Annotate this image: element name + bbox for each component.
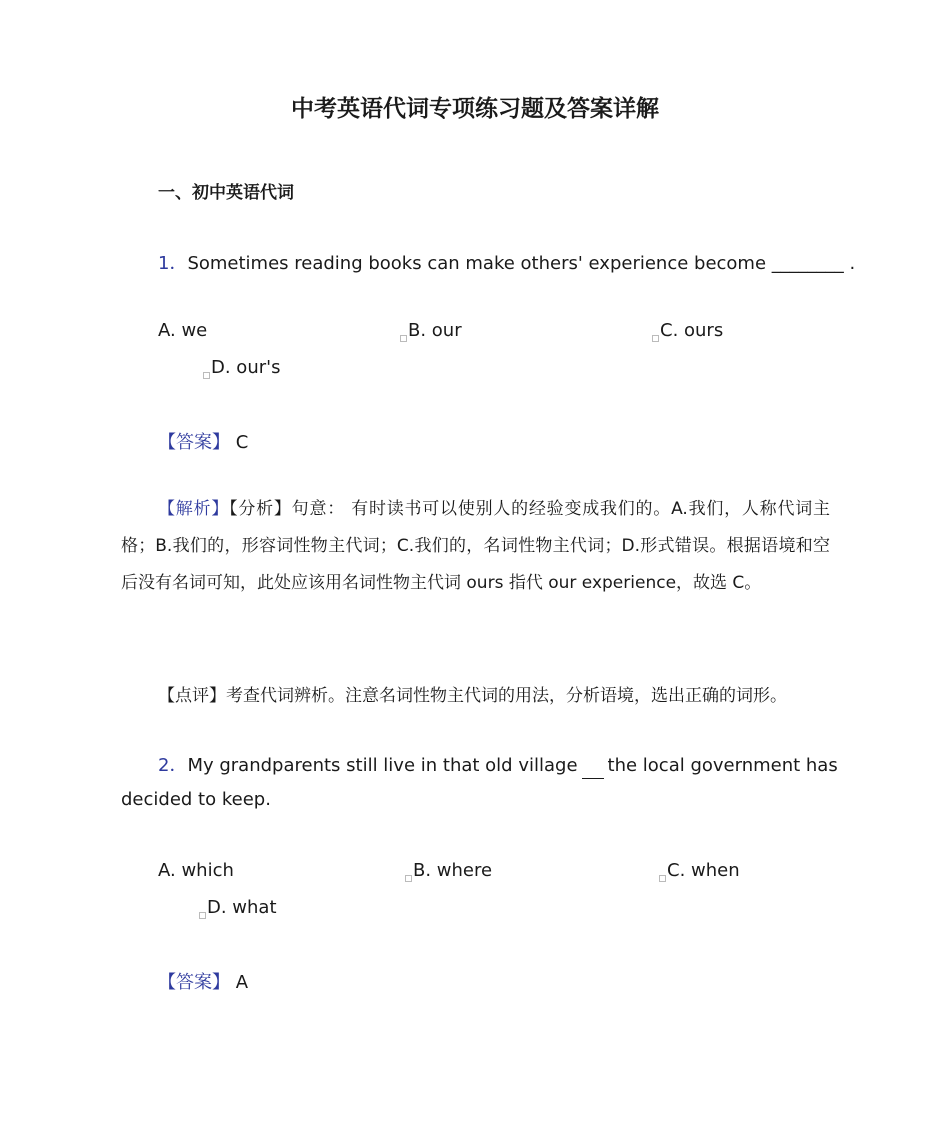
option-marker-icon xyxy=(405,875,412,882)
option-c-label: C. ours xyxy=(660,320,724,341)
analysis-text: 【分析】句意： 有时读书可以使别人的经验变成我们的。A.我们，人称代词主格；B.我们的，形容词性物主代词；C.我们的，名词性物主代词；D.形式错误。根据语境和空后没有名词可知，此处应该用名词性物主代词 ours 指代 our experience，故选 C。 xyxy=(121,499,830,593)
analysis-paragraph xyxy=(121,491,830,602)
option-c xyxy=(652,320,723,342)
option-marker-icon xyxy=(199,912,206,919)
question-1 xyxy=(158,249,855,275)
question-2-line2: decided to keep. xyxy=(121,789,271,810)
option-b xyxy=(400,320,462,342)
option-d xyxy=(203,357,280,379)
question-text: Sometimes reading books can make others' experience become ________ . xyxy=(187,253,856,274)
option-d xyxy=(199,897,277,919)
answer-label: 【答案】 xyxy=(158,972,230,993)
answer-2 xyxy=(158,968,248,994)
option-marker-icon xyxy=(203,372,210,379)
blank-line xyxy=(582,754,604,779)
question-text-part2: the local government has xyxy=(607,755,838,776)
option-d-label: D. what xyxy=(207,897,277,918)
section-heading: 一、初中英语代词 xyxy=(158,183,294,203)
analysis-label: 【解析】 xyxy=(158,499,230,519)
option-d-label: D. our's xyxy=(211,357,281,378)
answer-1 xyxy=(158,428,248,454)
comment: 【点评】考查代词辨析。注意名词性物主代词的用法，分析语境，选出正确的词形。 xyxy=(158,686,787,706)
answer-value: A xyxy=(235,972,249,993)
question-number: 1． xyxy=(158,253,188,274)
option-a: A. which xyxy=(158,860,234,881)
option-marker-icon xyxy=(400,335,407,342)
option-b-label: B. where xyxy=(413,860,493,881)
option-c xyxy=(659,860,740,882)
answer-value: C xyxy=(235,432,249,453)
question-text-part1: My grandparents still live in that old village xyxy=(187,755,578,776)
option-a: A. we xyxy=(158,320,208,341)
option-marker-icon xyxy=(659,875,666,882)
page-title: 中考英语代词专项练习题及答案详解 xyxy=(291,96,659,122)
answer-label: 【答案】 xyxy=(158,432,230,453)
option-c-label: C. when xyxy=(667,860,740,881)
question-2 xyxy=(158,751,838,779)
option-marker-icon xyxy=(652,335,659,342)
option-b xyxy=(405,860,492,882)
option-b-label: B. our xyxy=(408,320,462,341)
question-number: 2． xyxy=(158,755,188,776)
